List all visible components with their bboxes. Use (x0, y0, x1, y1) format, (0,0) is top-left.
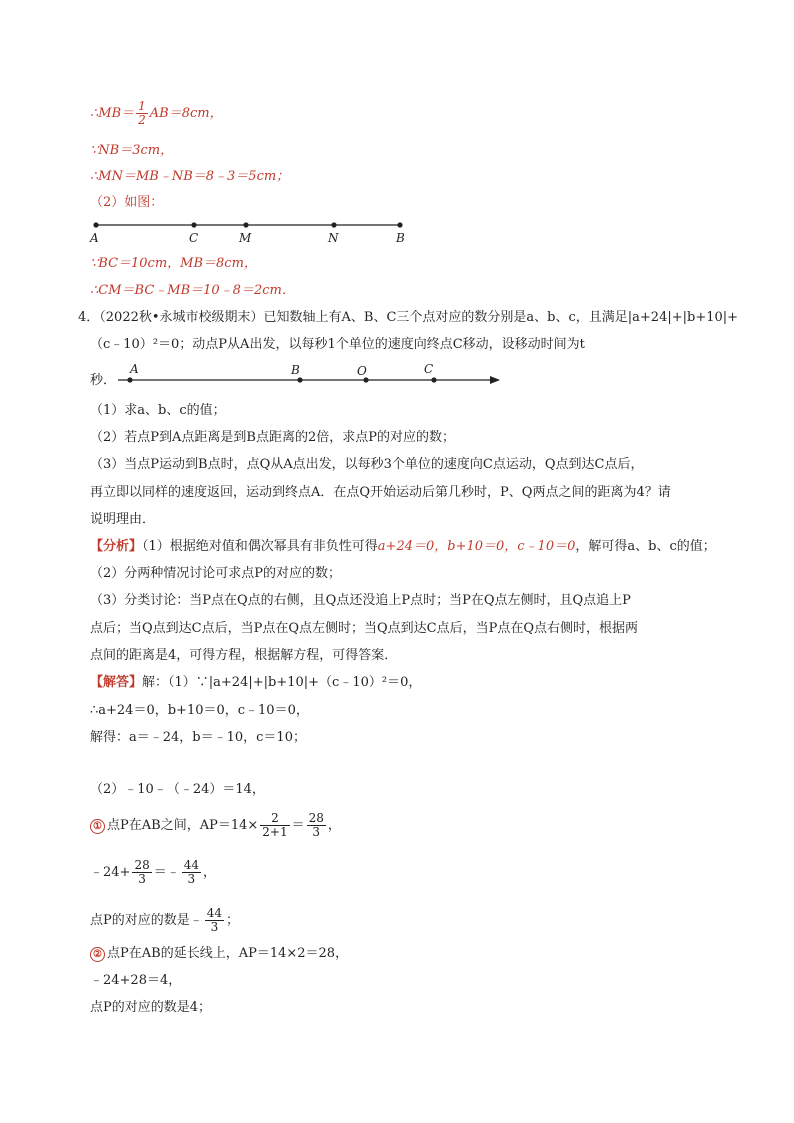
solution-line1 (90, 674, 421, 692)
problem-4-line2: （c﹣10）²＝0；动点P从A出发，以每秒1个单位的速度向终点C移动，设移动时间为t (90, 337, 585, 352)
case1-line (90, 812, 341, 839)
calc2-line: ﹣24+28＝4， (90, 973, 182, 988)
equals: ＝ (291, 818, 305, 833)
part2-label: （2）如图： (90, 195, 164, 210)
equals: ＝﹣ (153, 865, 180, 880)
point-c-dot (191, 222, 196, 227)
analysis-text-end: ，解可得a、b、c的值； (575, 539, 716, 554)
point-c-dot (431, 377, 436, 382)
frac-denominator: 3 (210, 920, 219, 934)
mb-line (90, 100, 223, 127)
point-o-dot (363, 377, 368, 382)
case-2-marker: ② (90, 947, 105, 962)
analysis-text: （1）根据绝对值和偶次幂具有非负性可得 (142, 539, 378, 554)
segment-figure (88, 215, 418, 245)
point-a-dot (93, 222, 98, 227)
analysis-tag: 【分析】 (90, 539, 143, 554)
analysis-line5: 点间的距离是4，可得方程，根据解方程，可得答案． (90, 648, 398, 663)
punct: ， (203, 865, 217, 880)
point-m-label: M (239, 231, 252, 245)
frac-numerator: 1 (138, 99, 146, 113)
point-b-dot (397, 222, 402, 227)
point-c-label: C (424, 362, 434, 376)
solution-line3: 解得：a＝﹣24，b＝﹣10，c＝10； (90, 730, 306, 745)
point-b-label: B (291, 363, 300, 377)
answer-1-text: 点P的对应的数是﹣ (90, 913, 203, 928)
problem-text-1: （2022秋•永城市校级期末）已知数轴上有A、B、C三个点对应的数分别是a、b、c，且满足|a+24|+|b+10|+ (99, 310, 739, 325)
mb-suffix: AB＝8cm， (149, 106, 223, 121)
case-2-text: 点P在AB的延长线上，AP＝14×2＝28， (107, 946, 349, 961)
solution-tag: 【解答】 (90, 675, 143, 690)
point-a-label: A (130, 362, 139, 376)
frac-denominator: 3 (312, 825, 321, 839)
case-1-fraction (260, 812, 289, 839)
case-1-marker: ① (90, 819, 105, 834)
analysis-line2: （2）分两种情况讨论可求点P的对应的数； (90, 566, 342, 581)
mb-fraction (136, 100, 148, 127)
question-3-line3: 说明理由． (90, 512, 156, 527)
frac-numerator: 28 (134, 858, 150, 872)
calc-1-prefix: ﹣24+ (90, 865, 131, 880)
question-3-line2: 再立即以同样的速度返回，运动到终点A．在点Q开始运动后第几秒时，P、Q两点之间的距离为4？请 (90, 485, 671, 500)
answer1-line (90, 907, 239, 934)
solution-line2: ∴a+24＝0，b+10＝0，c﹣10＝0， (90, 703, 309, 718)
problem-number: 4． (78, 310, 100, 325)
case-1-text: 点P在AB之间，AP＝14× (107, 818, 259, 833)
question-1: （1）求a、b、c的值； (90, 403, 226, 418)
analysis-line4: 点后；当Q点到达C点后，当P点在Q点左侧时；当Q点到达C点后，当P点在Q点右侧时，根据两 (90, 621, 639, 636)
mb-prefix: ∴MB＝ (90, 106, 135, 121)
point-b-dot (297, 377, 302, 382)
question-2: （2）若点P到A点距离是到B点距离的2倍，求点P的对应的数； (90, 430, 455, 445)
problem-4-line3: 秒． (90, 373, 117, 388)
case2-line (90, 945, 348, 963)
answer2-line: 点P的对应的数是4； (90, 1000, 212, 1015)
frac-numerator: 2 (260, 812, 289, 826)
number-line-figure (118, 360, 508, 390)
bc-mb-line: ∵BC＝10cm，MB＝8cm， (90, 256, 257, 271)
frac-denominator: 3 (138, 872, 146, 886)
solution-text-1: 解：（1）∵|a+24|+|b+10|+（c﹣10）²＝0， (142, 675, 422, 690)
frac-numerator: 28 (308, 811, 324, 825)
calc1-line (90, 859, 216, 886)
frac-denominator: 3 (187, 872, 196, 886)
nb-line: ∵NB＝3cm， (90, 143, 174, 158)
arrow-right-icon (490, 376, 500, 384)
problem-4-line1 (78, 309, 738, 327)
point-m-dot (243, 222, 248, 227)
question-3-line1: （3）当点P运动到B点时，点Q从A点出发，以每秒3个单位的速度向C点运动，Q点到达C点后， (90, 457, 644, 472)
point-c-label: C (189, 231, 199, 245)
calc-1-fraction (132, 859, 151, 886)
mn-line: ∴MN＝MB﹣NB＝8﹣3＝5cm； (90, 169, 290, 184)
analysis-line1 (90, 538, 716, 556)
answer-1-fraction (205, 907, 224, 934)
analysis-line3: （3）分类讨论：当P点在Q点的右侧，且Q点还没追上P点时；当P在Q点左侧时，且Q点追上P (90, 593, 631, 608)
point-n-dot (331, 222, 336, 227)
cm-line: ∴CM＝BC﹣MB＝10﹣8＝2cm． (90, 283, 295, 298)
point-a-label: A (90, 231, 99, 245)
frac-numerator: 44 (183, 858, 200, 872)
frac-denominator: 2 (138, 113, 146, 127)
point-a-dot (127, 377, 132, 382)
point-b-label: B (396, 231, 405, 245)
calc-1-result-fraction (182, 859, 201, 886)
point-n-label: N (328, 231, 339, 245)
frac-numerator: 44 (206, 906, 223, 920)
point-o-label: O (357, 364, 367, 378)
solution-part2-line1: （2）﹣10﹣（﹣24）＝14， (90, 782, 265, 797)
punct: ， (327, 818, 341, 833)
frac-denominator: 2+1 (262, 825, 288, 839)
analysis-equation: a+24＝0，b+10＝0，c﹣10＝0 (377, 539, 576, 554)
case-1-result-fraction (307, 812, 326, 839)
punct: ； (226, 913, 240, 928)
